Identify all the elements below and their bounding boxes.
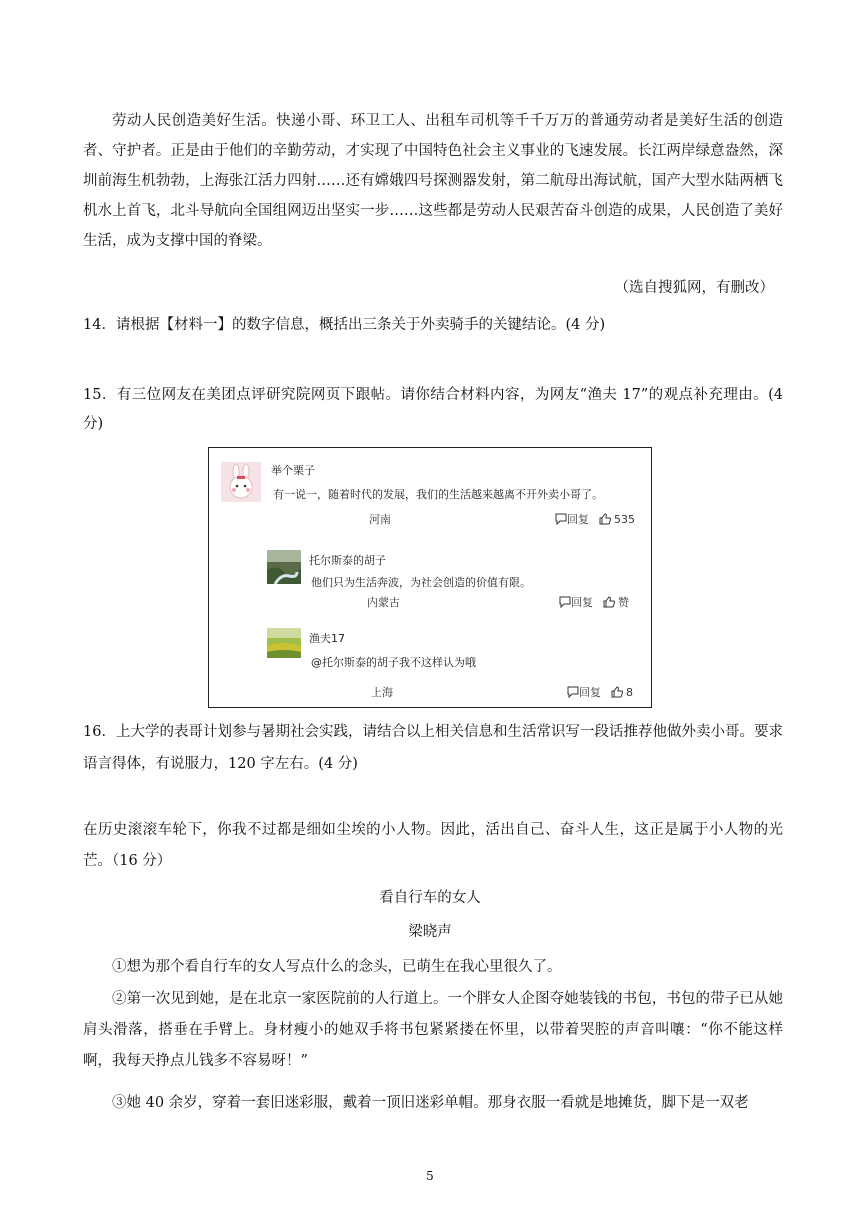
bunny-avatar bbox=[221, 462, 261, 502]
stream-photo-avatar bbox=[267, 550, 301, 584]
comment-thread-image bbox=[208, 447, 652, 708]
article-paragraph: 劳动人民创造美好生活。快递小哥、环卫工人、出租车司机等千千万万的普通劳动者是美好生活的创造者、守护者。正是由于他们的辛勤劳动，才实现了中国特色社会主义事业的飞速发展。长江两岸绿意盎然，深圳前海生机勃勃，上海张江活力四射……还有嫦娥四号探测器发射，第二航母出海试航，国产大型水陆两栖飞机水上首飞，北斗导航向全国组网迈出坚实一步……这些都是劳动人民艰苦奋斗创造的成果，人民创造了美好生活，成为支撑中国的脊梁。 bbox=[83, 113, 783, 249]
like-count: 赞 bbox=[618, 596, 629, 609]
comment-2-user[interactable]: 托尔斯泰的胡子 bbox=[309, 554, 386, 567]
thumbs-up-icon[interactable] bbox=[599, 513, 611, 528]
story-author: 梁晓声 bbox=[408, 924, 452, 940]
reply-button[interactable]: 回复 bbox=[567, 513, 589, 526]
comment-2-actions bbox=[559, 594, 629, 611]
like-count: 535 bbox=[614, 513, 635, 526]
comment-3-actions bbox=[567, 684, 633, 701]
comment-3-user[interactable]: 渔夫17 bbox=[309, 632, 345, 645]
comment-1-location: 河南 bbox=[369, 513, 391, 526]
comment-3-text: @托尔斯泰的胡子我不这样认为哦 bbox=[311, 656, 476, 669]
comment-2-text: 他们只为生活奔波，为社会创造的价值有限。 bbox=[311, 576, 531, 589]
reading-intro: 在历史滚滚车轮下，你我不过都是细如尘埃的小人物。因此，活出自己、奋斗人生，这正是属于小人物的光芒。（16 分） bbox=[83, 822, 783, 869]
question-15: 15．有三位网友在美团点评研究院网页下跟帖。请你结合材料内容，为网友“渔夫 17”的观点补充理由。(4 分) bbox=[83, 387, 783, 432]
comment-2-location: 内蒙古 bbox=[367, 596, 400, 609]
story-title: 看自行车的女人 bbox=[379, 890, 481, 906]
reply-icon[interactable] bbox=[555, 513, 567, 528]
story-paragraph-2: ②第一次见到她，是在北京一家医院前的人行道上。一个胖女人企图夺她装钱的书包，书包的带子已从她肩头滑落，搭垂在手臂上。身材瘦小的她双手将书包紧紧搂在怀里，以带着哭腔的声音叫嚷：“你不能这样啊，我每天挣点儿钱多不容易呀！” bbox=[83, 991, 783, 1069]
comment-1-actions bbox=[555, 511, 635, 528]
comment-1-user[interactable]: 举个栗子 bbox=[271, 464, 315, 477]
reply-button[interactable]: 回复 bbox=[571, 596, 593, 609]
reply-icon[interactable] bbox=[559, 596, 571, 611]
source-note: （选自搜狐网，有删改） bbox=[614, 280, 774, 296]
thumbs-up-icon[interactable] bbox=[603, 596, 615, 611]
reply-button[interactable]: 回复 bbox=[579, 686, 601, 699]
like-count: 8 bbox=[626, 686, 633, 699]
story-paragraph-3: ③她 40 余岁，穿着一套旧迷彩服，戴着一顶旧迷彩单帽。那身衣服一看就是地摊货，脚下是一双老 bbox=[112, 1095, 749, 1111]
page-number: 5 bbox=[426, 1169, 434, 1183]
thumbs-up-icon[interactable] bbox=[611, 686, 623, 701]
comment-1-text: 有一说一，随着时代的发展，我们的生活越来越离不开外卖小哥了。 bbox=[273, 488, 603, 501]
question-14: 14．请根据【材料一】的数字信息，概括出三条关于外卖骑手的关键结论。(4 分) bbox=[83, 317, 606, 333]
reply-icon[interactable] bbox=[567, 686, 579, 701]
comment-3-location: 上海 bbox=[371, 686, 393, 699]
story-paragraph-1: ①想为那个看自行车的女人写点什么的念头，已萌生在我心里很久了。 bbox=[112, 959, 562, 975]
question-16: 16．上大学的表哥计划参与暑期社会实践，请结合以上相关信息和生活常识写一段话推荐他做外卖小哥。要求语言得体，有说服力，120 字左右。(4 分) bbox=[83, 724, 783, 772]
field-photo-avatar bbox=[267, 628, 301, 658]
